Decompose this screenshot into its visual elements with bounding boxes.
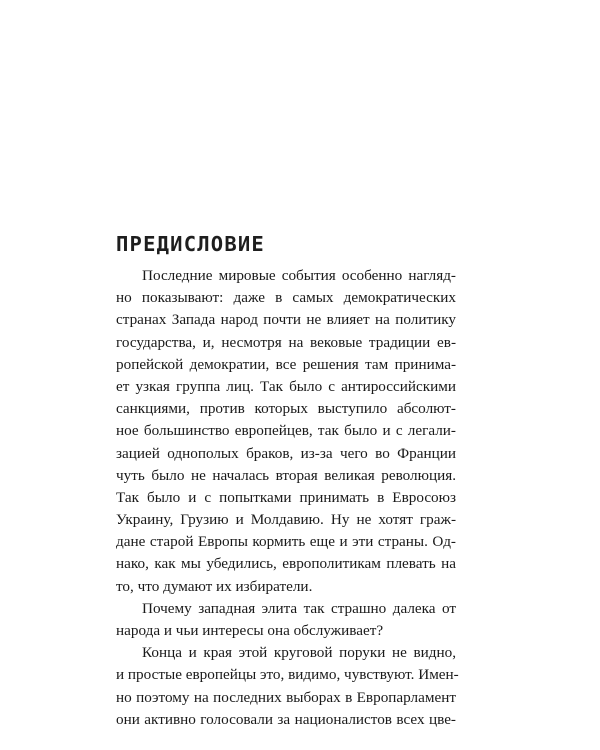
text-line: чуть было не началась вторая великая революция.: [116, 466, 456, 484]
text-line: но поэтому на последних выборах в Европарламент: [116, 688, 456, 706]
text-line: Почему западная элита так страшно далека от: [142, 599, 456, 617]
text-line: Украину, Грузию и Молдавию. Ну не хотят граж-: [116, 511, 456, 529]
text-line: зацией однополых браков, из-за чего во Франции: [116, 444, 456, 462]
text-line: и простые европейцы это, видимо, чувствуют. Имен-: [116, 666, 459, 684]
text-line: ное большинство европейцев, так было и с легали-: [116, 422, 456, 440]
text-line: ропейской демократии, все решения там принима-: [116, 355, 456, 373]
text-line: нако, как мы убедились, европолитикам плевать на: [116, 555, 456, 573]
text-line: Конца и края этой круговой поруки не видно,: [142, 644, 456, 662]
body-text: [116, 265, 459, 731]
text-line: но показывают: даже в самых демократических: [116, 289, 456, 307]
text-line: они активно голосовали за националистов всех цве-: [116, 710, 456, 728]
text-line: Так было и с попытками принимать в Евросоюз: [116, 488, 456, 506]
text-line: странах Запада народ почти не влияет на политику: [116, 311, 456, 329]
text-line: Последние мировые события особенно нагляд-: [142, 267, 456, 284]
text-line: государства, и, несмотря на вековые традиции ев-: [116, 333, 456, 351]
text-line: ет узкая группа лиц. Так было с антироссийскими: [116, 377, 456, 395]
text-line: дане старой Европы кормить еще и эти страны. Од-: [116, 533, 456, 551]
text-line: санкциями, против которых выступило абсолют-: [116, 400, 456, 418]
chapter-heading: ПРЕДИСЛОВИЕ: [116, 232, 265, 256]
text-line: народа и чьи интересы она обслуживает?: [116, 622, 384, 639]
text-line: то, что думают их избиратели.: [116, 577, 313, 595]
